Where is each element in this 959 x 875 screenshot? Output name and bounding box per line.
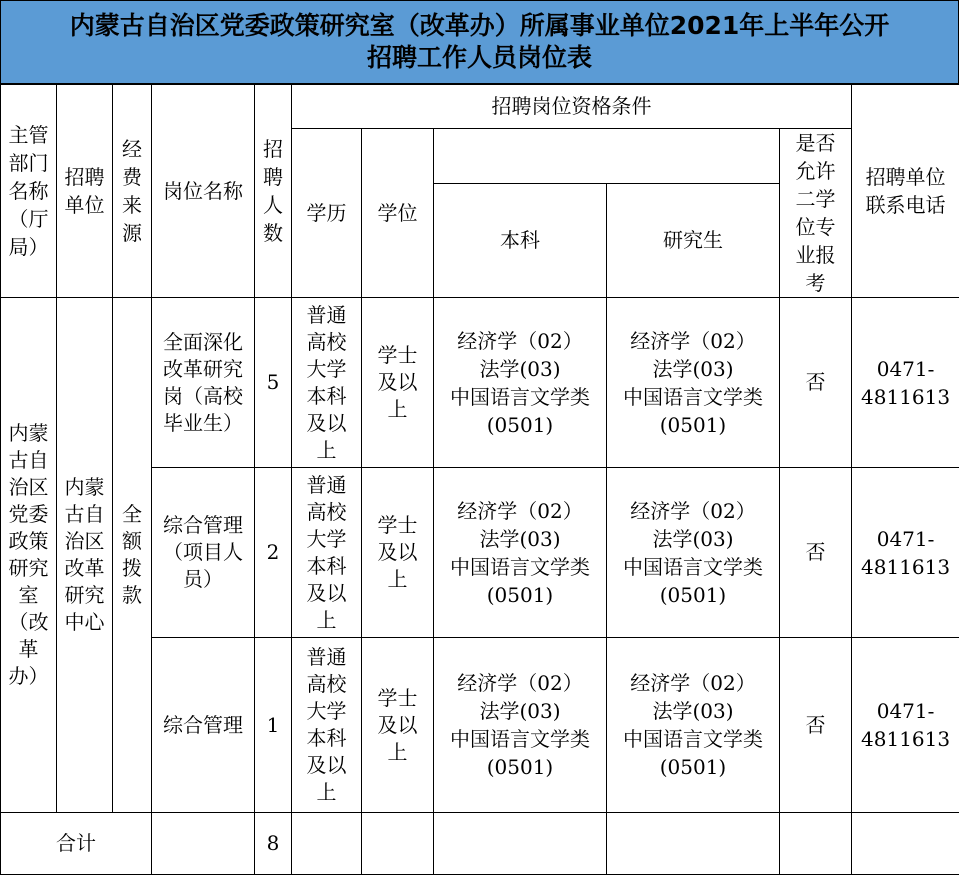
funding-cell: 全额拨款 [113,298,152,813]
major-line: 中国语言文学类 [450,554,590,579]
major-line: 法学(03) [652,356,734,381]
position-cell: 综合管理 [152,638,255,813]
second-degree-cell: 否 [780,298,852,468]
phone-line: 4811613 [861,554,951,579]
education-cell: 普通高校大学本科及以上 [292,638,362,813]
major-line: 经济学（02） [630,328,756,353]
undergrad-cell [434,298,607,468]
position-cell: 综合管理（项目人员） [152,468,255,638]
major-line: 法学(03) [479,526,561,551]
dept-cell: 内蒙古自治区党委政策研究室（改革办） [1,298,57,813]
major-line: 法学(03) [652,526,734,551]
major-line: 经济学（02） [457,498,583,523]
major-line: 中国语言文学类 [623,554,763,579]
education-cell: 普通高校大学本科及以上 [292,468,362,638]
undergrad-cell [434,468,607,638]
major-line: (0501) [659,412,727,437]
total-blank [434,813,607,875]
recruitment-table [0,84,959,875]
unit-cell: 内蒙古自治区改革研究中心 [57,298,113,813]
major-line: 中国语言文学类 [450,384,590,409]
header-second-degree: 是否允许二学位专业报考 [780,129,852,298]
total-blank [152,813,255,875]
degree-cell: 学士及以上 [362,638,434,813]
major-line: 经济学（02） [457,671,583,695]
phone-cell [852,298,959,468]
title-line-1: 内蒙古自治区党委政策研究室（改革办）所属事业单位2021年上半年公开 [69,11,890,40]
major-line: 中国语言文学类 [623,384,763,409]
phone-line: 0471- [876,526,935,551]
count-cell: 2 [255,468,292,638]
position-cell: 全面深化改革研究岗（高校毕业生） [152,298,255,468]
major-line: 中国语言文学类 [450,727,590,751]
major-line: 法学(03) [479,356,561,381]
major-line: (0501) [486,582,554,607]
total-blank [780,813,852,875]
header-blank [434,129,780,184]
major-line: (0501) [659,755,727,779]
major-line: 经济学（02） [630,671,756,695]
total-count: 8 [255,813,292,875]
table-row [1,298,959,468]
header-unit: 招聘单位 [57,85,113,298]
header-undergrad: 本科 [434,183,607,297]
major-line: (0501) [659,582,727,607]
total-blank [607,813,780,875]
count-cell: 1 [255,638,292,813]
header-degree: 学位 [362,129,434,298]
total-blank [852,813,959,875]
education-cell: 普通高校大学本科及以上 [292,298,362,468]
header-education: 学历 [292,129,362,298]
graduate-cell [607,468,780,638]
major-line: 经济学（02） [630,498,756,523]
total-label: 合计 [1,813,152,875]
header-qualifications: 招聘岗位资格条件 [292,85,852,129]
phone-line: 0471- [876,699,935,723]
phone-line: 4811613 [861,384,951,409]
phone-line: 0471- [876,356,935,381]
undergrad-cell [434,638,607,813]
header-dept: 主管部门名称（厅局） [1,85,57,298]
second-degree-cell: 否 [780,468,852,638]
degree-cell: 学士及以上 [362,468,434,638]
total-blank [292,813,362,875]
major-line: 法学(03) [479,699,561,723]
table-title [0,0,959,84]
major-line: 法学(03) [652,699,734,723]
major-line: (0501) [486,755,554,779]
major-line: (0501) [486,412,554,437]
count-cell: 5 [255,298,292,468]
total-blank [362,813,434,875]
phone-line: 4811613 [861,727,951,751]
header-position: 岗位名称 [152,85,255,298]
header-funding: 经费来源 [113,85,152,298]
second-degree-cell: 否 [780,638,852,813]
total-row [1,813,959,875]
title-line-2: 招聘工作人员岗位表 [366,43,592,72]
header-count: 招聘人数 [255,85,292,298]
header-row-1 [1,85,959,129]
graduate-cell [607,638,780,813]
major-line: 中国语言文学类 [623,727,763,751]
phone-cell [852,468,959,638]
header-phone: 招聘单位联系电话 [852,85,959,298]
graduate-cell [607,298,780,468]
major-line: 经济学（02） [457,328,583,353]
header-graduate: 研究生 [607,183,780,297]
degree-cell: 学士及以上 [362,298,434,468]
phone-cell [852,638,959,813]
